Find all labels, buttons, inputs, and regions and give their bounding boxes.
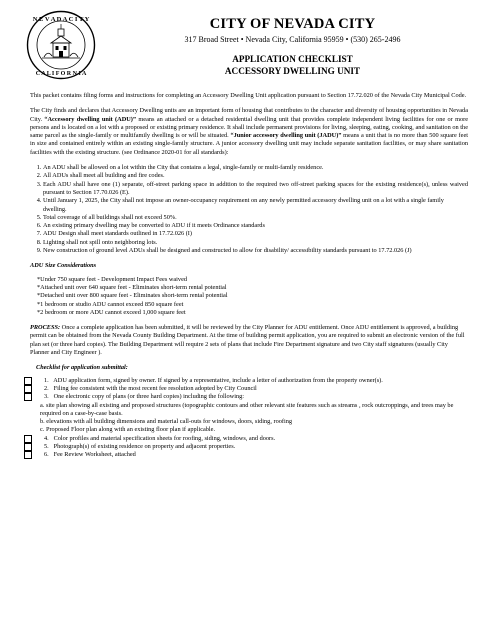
svg-text:N E V A D A C I T Y: N E V A D A C I T Y: [32, 16, 90, 23]
standards-list: [30, 164, 468, 255]
checklist: [30, 377, 468, 460]
checklist-heading: Checklist for application submittal:: [36, 364, 128, 372]
size-considerations-list: [37, 276, 468, 317]
checklist-subitem: a. site plan showing all existing and proposed structures (topographic contours and other relevant site features such as streams , rock outcroppings, and trees may be required on a case-by-case basis.: [40, 401, 454, 417]
item-text: Color profiles and material specification sheets for roofing, siding, windows, and doors.: [53, 434, 276, 442]
document-title: APPLICATION CHECKLIST: [232, 54, 353, 64]
process-text: Once a complete application has been submitted, it will be reviewed by the City Planner for ADU entitlement. Once ADU entitlement is approved, a building permit can be obtained from the Nevada County Building Department. At the time of building permit application, you are required to submit an electronic version of the full plan set (or three hard copies). The Building Department will require 2 sets of plans that include Fire Department signature and two City staff signatures (usually City Planner and City Engineer ).: [30, 324, 465, 357]
checkbox[interactable]: [24, 385, 32, 393]
intro-paragraph: This packet contains filing forms and instructions for completing an Accessory Dwelling Unit application pursuant to Section 17.72.020 of the Nevada City Municipal Code.: [30, 92, 467, 99]
city-seal-logo: [26, 10, 96, 80]
standard-item: 6. An existing primary dwelling may be converted to ADU if it meets Ordinance standards: [43, 222, 468, 230]
checkbox[interactable]: [24, 443, 32, 451]
checkbox[interactable]: [24, 435, 32, 443]
item-text: Photograph(s) of existing residence on property and adjacent properties.: [53, 442, 236, 450]
findings-text-1: The City finds and declares that Accessory Dwelling units are an important form of housing that contributes to the character and diversity of housing opportunities in Nevada City.: [30, 107, 468, 123]
process-label: PROCESS:: [30, 324, 61, 332]
consideration-item: *Under 750 square feet - Development Impact Fees waived: [37, 275, 188, 283]
item-text: Filing fee consistent with the most recent fee resolution adopted by City Council: [53, 384, 257, 392]
standard-item: 5. Total coverage of all buildings shall not exceed 50%.: [43, 214, 468, 222]
item-number: 4.: [44, 434, 49, 442]
item-number: 5.: [44, 442, 49, 450]
standard-item: 2. All ADUs shall meet all building and fire codes.: [43, 172, 468, 180]
checklist-item: [30, 435, 468, 443]
document-subtitle: ACCESSORY DWELLING UNIT: [224, 66, 361, 76]
checkbox[interactable]: [24, 377, 32, 385]
process-paragraph: [30, 324, 468, 357]
item-number: 2.: [44, 384, 49, 392]
findings-text-2: means an attached or a detached residential dwelling unit that provides complete independent living facilities for one or more persons and is located on a lot with a proposed or existing primary residence. It shall include permanent provisions for living, sleeping, eating, cooking, and sanitation on the same parcel as the single-family or multifamily dwelling is or will be situated.: [30, 115, 469, 140]
standard-item: 4. Until January 1, 2025, the City shall not impose an owner-occupancy requirement on any newly permitted accessory dwelling unit on a lot with a single family dwelling.: [43, 197, 468, 214]
svg-text:C A L I F O R N I A: C A L I F O R N I A: [35, 71, 87, 77]
document-body: [30, 92, 468, 460]
consideration-item: *Attached unit over 640 square feet - Eliminates short-term rental potential: [37, 283, 227, 291]
item-text: One electronic copy of plans (or three hard copies) including the following:: [53, 393, 244, 401]
size-considerations-heading: ADU Size Considerations: [30, 262, 97, 270]
city-address: 317 Broad Street • Nevada City, California 95959 • (530) 265-2496: [184, 35, 401, 44]
item-text: ADU application form, signed by owner. If signed by a representative, include a letter of authorization from the property owner(s).: [53, 376, 383, 384]
item-number: 3.: [44, 393, 49, 401]
checkbox[interactable]: [24, 451, 32, 459]
item-text: Fee Review Worksheet, attached: [53, 451, 136, 459]
checklist-item: [30, 443, 468, 451]
checklist-subitem: b. elevations with all building dimensions and material call-outs for windows, doors, siding, roofing: [40, 418, 293, 426]
checklist-item: [30, 377, 468, 385]
standard-item: 1. An ADU shall be allowed on a lot within the City that contains a legal, single-family or multi-family residence.: [43, 164, 468, 172]
findings-text-3: means a unit that is no more than 500 square feet in size and contained entirely within an existing single-family structure. A junior accessory dwelling unit may include separate sanitation facilities, or may share sanitation facilities with the existing structure. (see Ordinance 2020-01 for all standards):: [30, 132, 468, 156]
standard-item: 3. Each ADU shall have one (1) separate, off-street parking space in addition to the required two off-street parking spaces for the existing residence(s), unless waived pursuant to Section 17.70.026 (E).: [43, 181, 468, 198]
city-name: CITY OF NEVADA CITY: [209, 16, 376, 32]
consideration-item: *Detached unit over 800 square feet - Eliminates short-term rental potential: [37, 292, 228, 300]
standard-item: 9. New construction of ground level ADUs shall be designed and constructed to allow for disability/ accessibility standards pursuant to 17.72.026 (J): [43, 247, 468, 255]
checklist-item: [30, 451, 468, 459]
item-number: 6.: [44, 451, 49, 459]
standard-item: 7. ADU Design shall meet standards outlined in 17.72.026 (I): [43, 230, 468, 238]
checklist-item: [30, 385, 468, 393]
item-number: 1.: [44, 376, 49, 384]
checkbox[interactable]: [24, 393, 32, 401]
consideration-item: *2 bedroom or more ADU cannot exceed 1,000 square feet: [37, 308, 186, 316]
adu-term: “Accessory dwelling unit (ADU)”: [44, 115, 137, 123]
consideration-item: *1 bedroom or studio ADU cannot exceed 850 square feet: [37, 300, 184, 308]
checklist-item: [30, 393, 468, 401]
standard-item: 8. Lighting shall not spill onto neighboring lots.: [43, 239, 468, 247]
checklist-subitem: c. Proposed Floor plan along with an existing floor plan if applicable.: [40, 426, 216, 434]
jadu-term: “Junior accessory dwelling unit (JADU)”: [230, 132, 342, 140]
findings-paragraph: [30, 107, 468, 157]
